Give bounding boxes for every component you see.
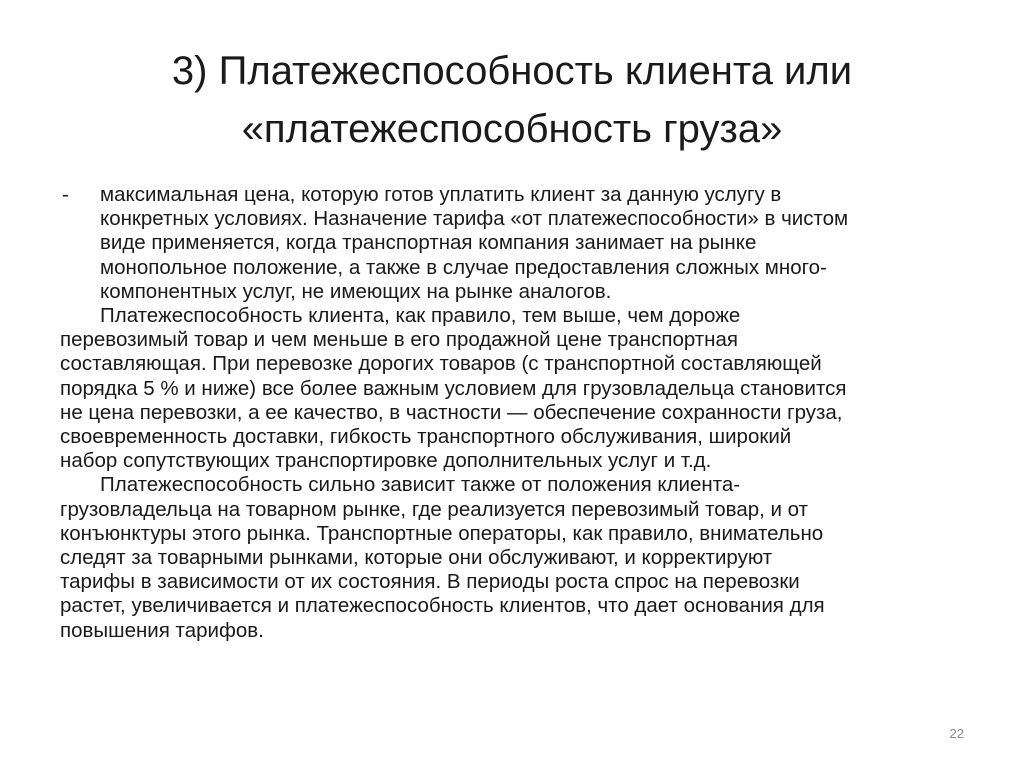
- title-line: «платежеспособность груза»: [241, 107, 783, 151]
- text-line: максимальная цена, которую готов уплатить клиент за данную услугу в: [100, 183, 782, 206]
- text-line: набор сопутствующих транспортировке дополнительных услуг и т.д.: [60, 449, 712, 473]
- text-line: грузовладельца на товарном рынке, где реализуется перевозимый товар, и от: [60, 497, 809, 521]
- text-line: конкретных условиях. Назначение тарифа «от платежеспособности» в чистом: [100, 207, 849, 231]
- slide-title: [60, 42, 964, 158]
- bullet-marker: -: [62, 183, 69, 206]
- text-line: Платежеспособность сильно зависит также от положения клиента-: [100, 473, 741, 497]
- text-line: своевременность доставки, гибкость транспортного обслуживания, широкий: [60, 425, 792, 449]
- text-line: виде применяется, когда транспортная компания занимает на рынке: [100, 231, 757, 255]
- text-line: растет, увеличивается и платежеспособность клиентов, что дает основания для: [60, 594, 825, 618]
- text-line: составляющая. При перевозке дорогих товаров (с транспортной составляющей: [60, 352, 822, 376]
- text-line: монопольное положение, а также в случае предоставления сложных много-: [100, 255, 827, 279]
- paragraph: [60, 304, 960, 473]
- text-line: компонентных услуг, не имеющих на рынке аналогов.: [100, 279, 612, 303]
- title-line: 3) Платежеспособность клиента или: [171, 49, 853, 93]
- text-line: Платежеспособность клиента, как правило, тем выше, чем дороже: [100, 304, 741, 328]
- slide-body: [60, 183, 960, 643]
- text-line: повышения тарифов.: [60, 618, 264, 642]
- slide-number: 22: [949, 726, 964, 741]
- text-line: порядка 5 % и ниже) все более важным условием для грузовладельца становится: [60, 376, 847, 400]
- text-line: следят за товарными рынками, которые они обслуживают, и корректируют: [60, 546, 773, 570]
- paragraph: [60, 473, 960, 642]
- bullet-item: [60, 183, 960, 304]
- text-line: перевозимый товар и чем меньше в его продажной цене транспортная: [60, 328, 739, 352]
- text-line: не цена перевозки, а ее качество, в частности — обеспечение сохранности груза,: [60, 400, 843, 424]
- text-line: конъюнктуры этого рынка. Транспортные операторы, как правило, внимательно: [60, 521, 824, 545]
- text-line: тарифы в зависимости от их состояния. В периоды роста спрос на перевозки: [60, 570, 800, 594]
